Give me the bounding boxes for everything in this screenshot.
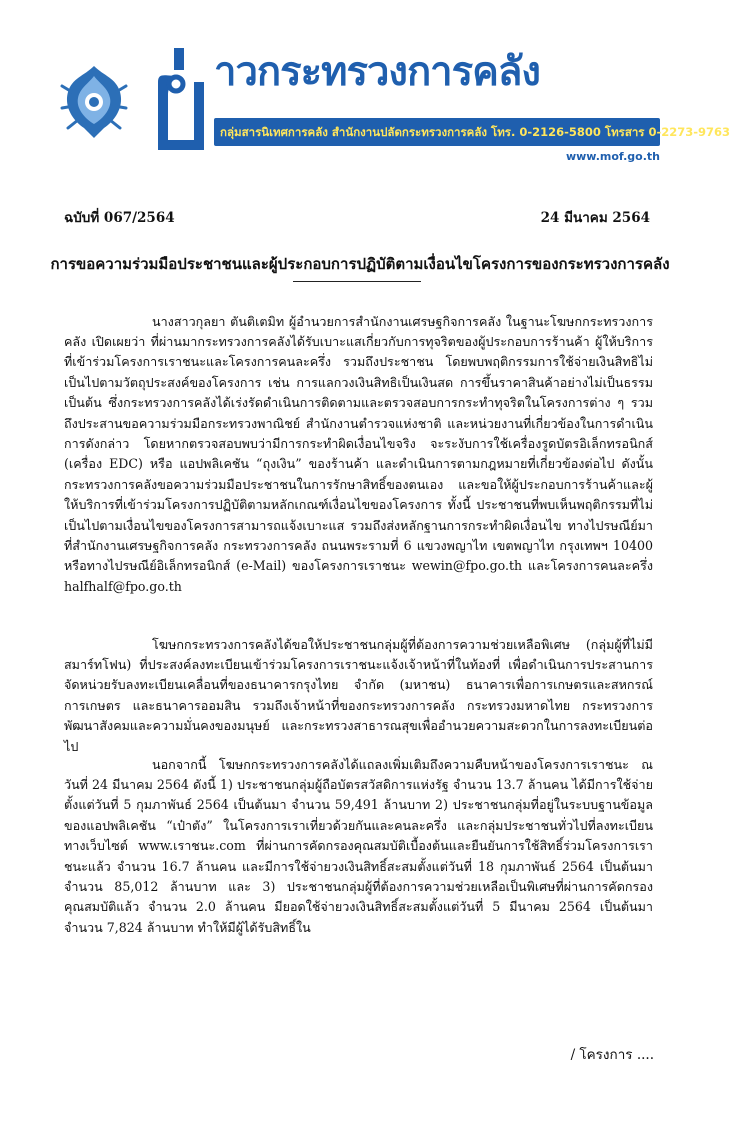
issue-number: ฉบับที่ 067/2564 (64, 210, 175, 226)
contact-band-text: กลุ่มสารนิเทศการคลัง สำนักงานปลัดกระทรวงการคลัง โทร. 0-2126-5800 โทรสาร 0-2273-9763 (220, 125, 730, 139)
ministry-emblem-icon (58, 62, 130, 140)
issue-date: 24 มีนาคม 2564 (540, 210, 650, 226)
body-paragraph-3: นอกจากนี้ โฆษกกระทรวงการคลังได้แถลงเพิ่มเติมถึงความคืบหน้าของโครงการเราชนะ ณ วันที่ 24 มีนาคม 2564 ดังนี้ 1) ประชาชนกลุ่มผู้ถือบัตรสวัสดิการแห่งรัฐ จำนวน 13.7 ล้านคน ได้มีการใช้จ่ายตั้งแต่วันที่ 5 กุมภาพันธ์ 2564 เป็นต้นมา จำนวน 59,491 ล้านบาท 2) ประชาชนกลุ่มที่อยู่ในระบบฐานข้อมูลของแอปพลิเคชัน “เป๋าตัง” ในโครงการเราเที่ยวด้วยกันและคนละครึ่ง และกลุ่มประชาชนทั่วไปที่ลงทะเบียนทางเว็บไซต์ www.เราชนะ.com ที่ผ่านการคัดกรองคุณสมบัติเบื้องต้นและยืนยันการใช้สิทธิ์ร่วมโครงการเราชนะแล้ว จำนวน 16.7 ล้านคน และมีการใช้จ่ายวงเงินสิทธิ์สะสมตั้งแต่วันที่ 18 กุมภาพันธ์ 2564 เป็นต้นมา จำนวน 85,012 ล้านบาท และ 3) ประชาชนกลุ่มผู้ที่ต้องการความช่วยเหลือเป็นพิเศษที่ผ่านการคัดกรองคุณสมบัติแล้ว จำนวน 2.0 ล้านคน มียอดใช้จ่ายวงเงินสิทธิ์สะสมตั้งแต่วันที่ 5 มีนาคม 2564 เป็นต้นมา จำนวน 7,824 ล้านบาท ทำให้มีผู้ได้รับสิทธิ์ใน (64, 756, 653, 935)
continuation-marker: / โครงการ .... (570, 1047, 654, 1063)
contact-band (214, 118, 730, 146)
masthead-logo-initial (150, 42, 212, 160)
letterhead (0, 0, 730, 175)
body-paragraph-1: นางสาวกุลยา ตันติเตมิท ผู้อำนวยการสำนักงานเศรษฐกิจการคลัง ในฐานะโฆษกกระทรวงการคลัง เปิดเผยว่า ที่ผ่านมากระทรวงการคลังได้รับเบาะแสเกี่ยวกับการทุจริตของผู้ประกอบการร้านค้า ผู้ให้บริการที่เข้าร่วมโครงการเราชนะและโครงการคนละครึ่ง รวมถึงประชาชน โดยพบพฤติกรรมการใช้จ่ายเงินสิทธิไม่เป็นไปตามวัตถุประสงค์ของโครงการ เช่น การแลกวงเงินสิทธิเป็นเงินสด การขึ้นราคาสินค้าอย่างไม่เป็นธรรม เป็นต้น ซึ่งกระทรวงการคลังได้เร่งรัดดำเนินการติดตามและตรวจสอบการกระทำทุจริตในโครงการต่าง ๆ รวมถึงประสานขอความร่วมมือกระทรวงพาณิชย์ สำนักงานตำรวจแห่งชาติ และหน่วยงานที่เกี่ยวข้องในการดำเนินการดังกล่าว โดยหากตรวจสอบพบว่ามีการกระทำผิดเงื่อนไขจริง จะระงับการใช้เครื่องรูดบัตรอิเล็กทรอนิกส์ (เครื่อง EDC) หรือ แอปพลิเคชัน “ถุงเงิน” ของร้านค้า และดำเนินการตามกฎหมายที่เกี่ยวข้องต่อไป ดังนั้น กระทรวงการคลังขอความร่วมมือประชาชนในการรักษาสิทธิ์ของตนเอง และขอให้ผู้ประกอบการร้านค้าและผู้ให้บริการที่เข้าร่วมโครงการปฏิบัติตามหลักเกณฑ์เงื่อนไขของโครงการ ทั้งนี้ ประชาชนที่พบเห็นพฤติกรรมที่ไม่เป็นไปตามเงื่อนไขของโครงการสามารถแจ้งเบาะแส รวมถึงส่งหลักฐานการกระทำผิดเงื่อนไข ทางไปรษณีย์มาที่สำนักงานเศรษฐกิจการคลัง กระทรวงการคลัง ถนนพระรามที่ 6 แขวงพญาไท เขตพญาไท กรุงเทพฯ 10400 หรือทางไปรษณีย์อิเล็กทรอนิกส์ (e-Mail) ของโครงการเราชนะ wewin@fpo.go.th และโครงการคนละครึ่ง halfhalf@fpo.go.th (64, 313, 653, 594)
title-underline (293, 281, 421, 282)
body-paragraph-2: โฆษกกระทรวงการคลังได้ขอให้ประชาชนกลุ่มผู้ที่ต้องการความช่วยเหลือพิเศษ (กลุ่มผู้ที่ไม่มีสมาร์ทโฟน) ที่ประสงค์ลงทะเบียนเข้าร่วมโครงการเราชนะแจ้งเจ้าหน้าที่ในท้องที่ เพื่อดำเนินการประสานการจัดหน่วยรับลงทะเบียนเคลื่อนที่ของธนาคารกรุงไทย จำกัด (มหาชน) ธนาคารเพื่อการเกษตรและสหกรณ์การเกษตร และธนาคารออมสิน รวมถึงเจ้าหน้าที่ของกระทรวงการคลัง กระทรวงมหาดไทย กระทรวงการพัฒนาสังคมและความมั่นคงของมนุษย์ และกระทรวงสาธารณสุขเพื่ออำนวยความสะดวกในการลงทะเบียนต่อไป (64, 636, 653, 754)
masthead-title: าวกระทรวงการคลัง (214, 49, 540, 95)
page-title: การขอความร่วมมือประชาชนและผู้ประกอบการปฏิบัติตามเงื่อนไขโครงการของกระทรวงการคลัง (50, 255, 670, 273)
website-link[interactable]: www.mof.go.th (565, 150, 660, 163)
